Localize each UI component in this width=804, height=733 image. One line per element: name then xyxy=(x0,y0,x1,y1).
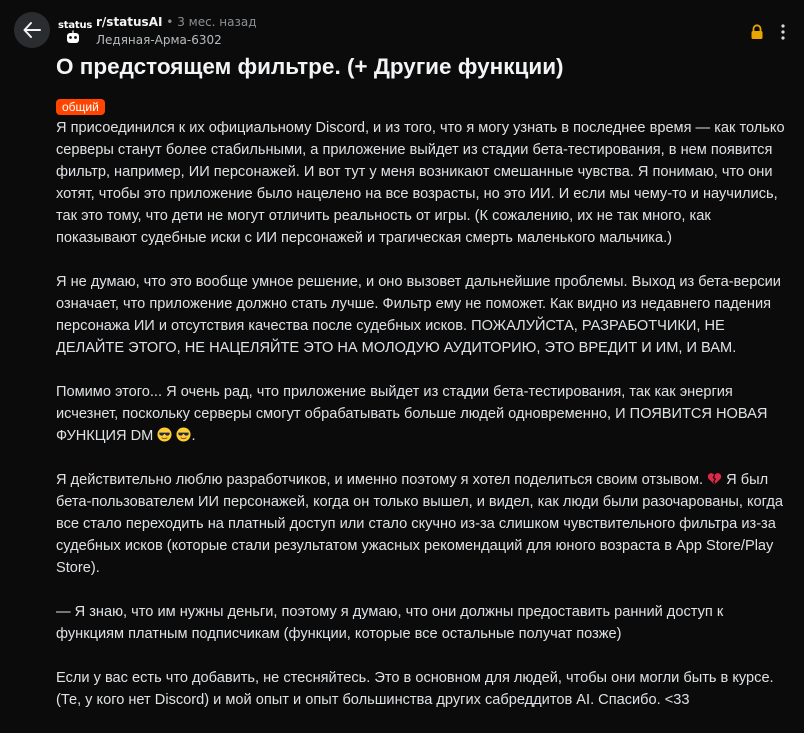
smiling-face-with-sunglasses-emoji xyxy=(157,427,172,442)
subreddit-link[interactable]: r/statusAI xyxy=(96,15,163,29)
post-paragraph xyxy=(56,381,794,447)
post-paragraph: Я присоединился к их официальному Discord, и из того, что я могу узнать в последнее время — как только серверы станут более стабильными, а приложение выйдет из стадии бета-тестирования, в нем появится фильтр, например, ИИ персонажей. И вот тут у меня возникают смешанные чувства. Я понимаю, что они хотят, чтобы это приложение было нацелено на все возрасты, но это ИИ. И если мы чему-то и научились, так это тому, что дети не могут отличить реальность от игры. (К сожалению, их не так много, как показывают судебные иски с ИИ персонажей и трагическая смерть маленького мальчика.) xyxy=(56,120,785,246)
more-options-button[interactable] xyxy=(772,20,794,44)
post-meta xyxy=(96,15,257,29)
post-time: 3 мес. назад xyxy=(177,15,257,29)
lock-icon xyxy=(750,24,764,40)
more-vertical-icon xyxy=(781,24,785,40)
post-flair[interactable]: общий xyxy=(56,99,105,115)
avatar-text: status xyxy=(58,20,93,31)
post-paragraph xyxy=(56,469,794,579)
arrow-left-icon xyxy=(23,22,41,38)
back-button[interactable] xyxy=(14,12,50,48)
post-paragraph: Если у вас есть что добавить, не стесняйтесь. Это в основном для людей, чтобы они могли быть в курсе. (Те, у кого нет Discord) и мой опыт и опыт большинства других сабреддитов AI. Спасибо. <33 xyxy=(56,670,774,708)
paragraph-text: . xyxy=(191,428,196,444)
post-paragraph: — Я знаю, что им нужны деньги, поэтому я думаю, что они должны предоставить ранний доступ к функциям платным подписчикам (функции, которые все остальные получат позже) xyxy=(56,604,724,642)
subreddit-avatar[interactable] xyxy=(57,14,93,46)
broken-heart-emoji xyxy=(707,471,722,486)
post-body xyxy=(56,117,794,733)
paragraph-text: Я был бета-пользователем ИИ персонажей, когда он только вышел, и видел, как люди были разочарованы, когда все стало переходить на платный доступ или стало скучно из-за слишком чувствительного фильтра из-за судебных исков (которые стали результатом ужасных рекомендаций для юного возраста в App Store/Play Store). xyxy=(56,472,783,576)
separator-dot: • xyxy=(166,15,178,29)
author-link[interactable]: Ледяная-Арма-6302 xyxy=(96,33,222,47)
paragraph-text: Я действительно люблю разработчиков, и именно поэтому я хотел поделиться своим отзывом. xyxy=(56,472,704,488)
post-title: О предстоящем фильтре. (+ Другие функции) xyxy=(56,54,564,79)
robot-icon xyxy=(65,30,81,44)
paragraph-text: Помимо этого... Я очень рад, что приложение выйдет из стадии бета-тестирования, так как энергия исчезнет, поскольку серверы смогут обрабатывать больше людей одновременно, И ПОЯВИТСЯ НОВАЯ ФУНКЦИЯ DM xyxy=(56,384,768,444)
post-paragraph: Я не думаю, что это вообще умное решение, и оно вызовет дальнейшие проблемы. Выход из бета-версии означает, что приложение должно стать лучше. Фильтр ему не поможет. Как видно из недавнего падения персонажа ИИ и отсутствия качества после судебных исков. ПОЖАЛУЙСТА, РАЗРАБОТЧИКИ, НЕ ДЕЛАЙТЕ ЭТОГО, НЕ НАЦЕЛЯЙТЕ ЭТО НА МОЛОДУЮ АУДИТОРИЮ, ЭТО ВРЕДИТ И ИМ, И ВАМ. xyxy=(56,274,781,356)
smiling-face-with-sunglasses-emoji xyxy=(176,427,191,442)
